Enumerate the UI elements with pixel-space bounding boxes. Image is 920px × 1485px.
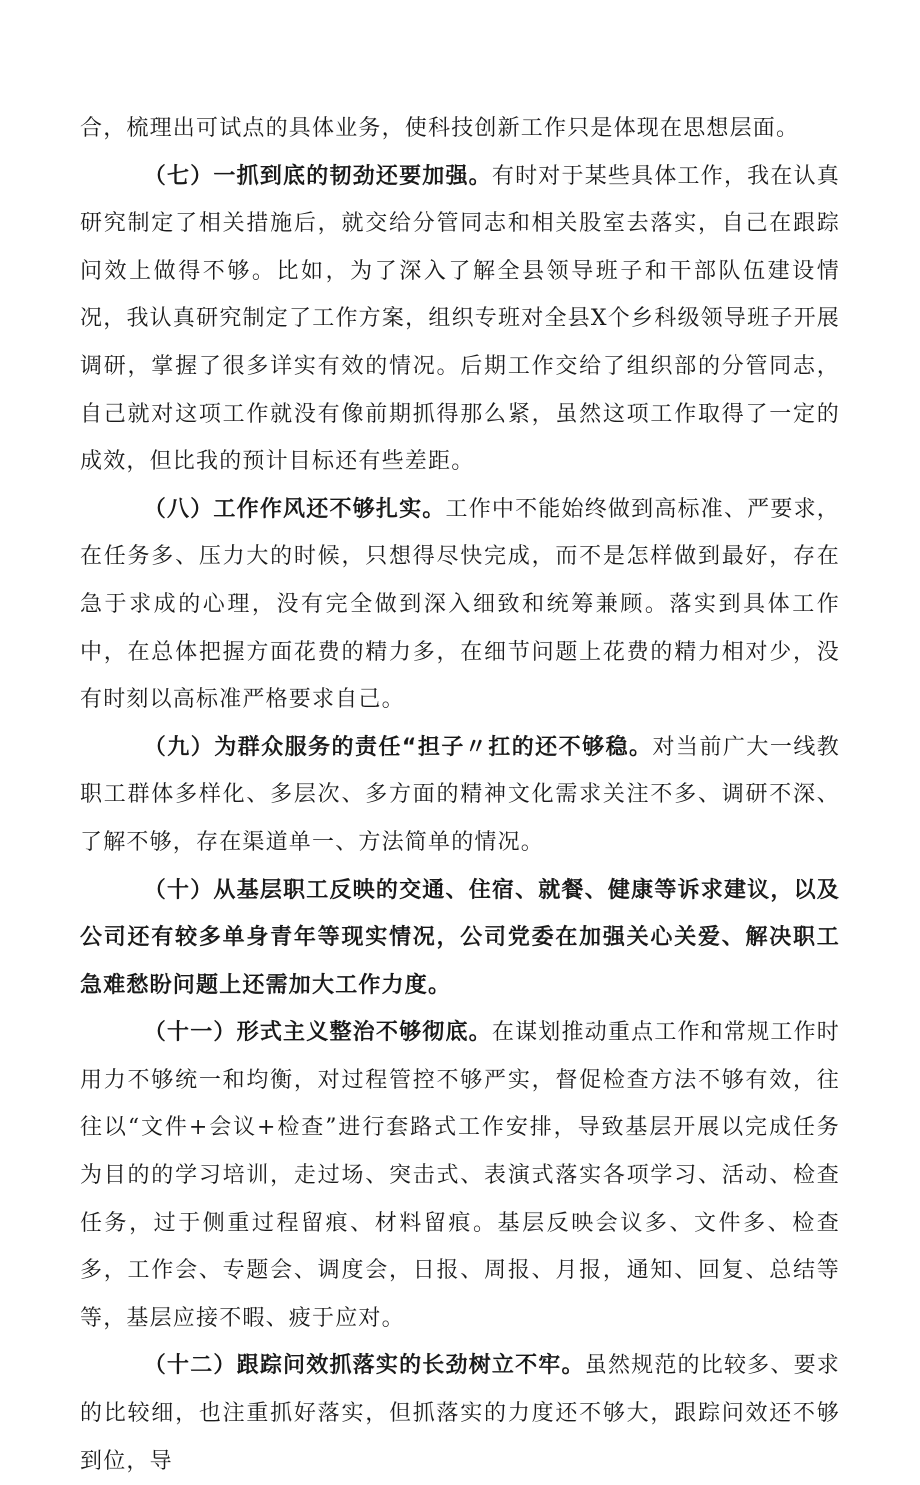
paragraph-item-10 xyxy=(80,867,840,1010)
paragraph-item-11 xyxy=(80,1009,840,1342)
paragraph-body: 工作中不能始终做到高标准、严要求，在任务多、压力大的时候，只想得尽快完成，而不是怎样做到最好，存在急于求成的心理，没有完全做到深入细致和统筹兼顾。落实到具体工作中，在总体把握方面花费的精力多，在细节问题上花费的精力相对少，没有时刻以高标准严格要求自己。 xyxy=(80,496,840,713)
paragraph-body: 有时对于某些具体工作，我在认真研究制定了相关措施后，就交给分管同志和相关股室去落实，自己在跟踪问效上做得不够。比如，为了深入了解全县领导班子和干部队伍建设情况，我认真研究制定了工作方案，组织专班对全县X个乡科级领导班子开展调研，掌握了很多详实有效的情况。后期工作交给了组织部的分管同志，自己就对这项工作就没有像前期抓得那么紧，虽然这项工作取得了一定的成效，但比我的预计目标还有些差距。 xyxy=(80,163,840,475)
paragraph-body: 在谋划推动重点工作和常规工作时用力不够统一和均衡，对过程管控不够严实，督促检查方法不够有效，往往以“文件+会议+检查”进行套路式工作安排，导致基层开展以完成任务为目的的学习培训，走过场、突击式、表演式落实各项学习、活动、检查任务，过于侧重过程留痕、材料留痕。基层反映会议多、文件多、检查多，工作会、专题会、调度会，日报、周报、月报，通知、回复、总结等等，基层应接不暇、疲于应对。 xyxy=(80,1020,840,1331)
paragraph-heading: （九）为群众服务的责任“担子〃扛的还不够稳。 xyxy=(143,734,653,760)
paragraph-item-7 xyxy=(80,153,840,486)
paragraph-heading: （十二）跟踪问效抓落实的长劲树立不牢。 xyxy=(143,1353,585,1379)
paragraph-continuation xyxy=(80,105,840,153)
paragraph-item-9 xyxy=(80,724,840,867)
paragraph-heading: （十一）形式主义整治不够彻底。 xyxy=(143,1020,492,1046)
paragraph-body: 虽然规范的比较多、要求的比较细，也注重抓好落实，但抓落实的力度还不够大，跟踪问效还不够到位，导 xyxy=(80,1353,841,1474)
paragraph-body: 对当前广大一线教职工群体多样化、多层次、多方面的精神文化需求关注不多、调研不深、了解不够，存在渠道单一、方法简单的情况。 xyxy=(80,734,840,855)
paragraph-heading: （八）工作作风还不够扎实。 xyxy=(143,496,446,522)
paragraph-heading: （七）一抓到底的韧劲还要加强。 xyxy=(143,163,492,189)
paragraph-heading: （十）从基层职工反映的交通、住宿、就餐、健康等诉求建议，以及公司还有较多单身青年等现实情况，公司党委在加强关心关爱、解决职工急难愁盼问题上还需加大工作力度。 xyxy=(80,877,840,998)
paragraph-item-12 xyxy=(80,1342,840,1485)
paragraph-body: 合，梳理出可试点的具体业务，使科技创新工作只是体现在思想层面。 xyxy=(80,116,800,141)
paragraph-item-8 xyxy=(80,486,840,724)
